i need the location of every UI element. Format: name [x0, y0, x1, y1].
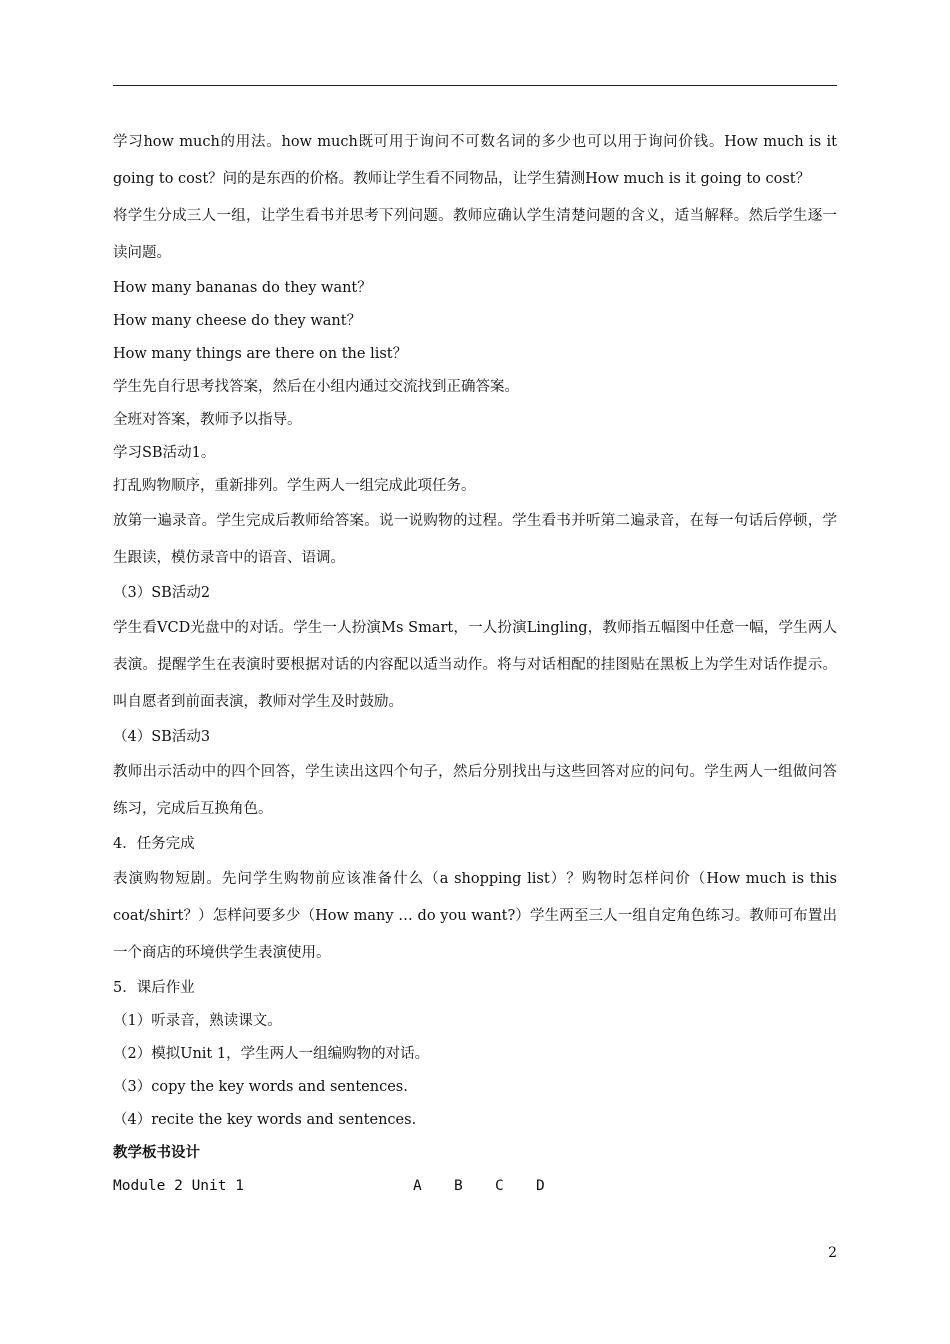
subheading-sb-activity-2: （3）SB活动2	[113, 585, 211, 601]
board-option-c: C	[495, 1178, 504, 1194]
paragraph-find-answers: 学生先自行思考找答案，然后在小组内通过交流找到正确答案。	[113, 379, 519, 395]
board-design-heading: 教学板书设计	[113, 1145, 200, 1161]
homework-item-4: （4）recite the key words and sentences.	[113, 1112, 417, 1128]
paragraph-group-questions: 将学生分成三人一组，让学生看书并思考下列问题。教师应确认学生清楚问题的含义，适当解释。然后学生逐一读问题。	[113, 208, 837, 261]
board-option-d: D	[536, 1178, 545, 1194]
paragraph-check-answers: 全班对答案，教师予以指导。	[113, 412, 302, 428]
paragraph-shopping-play: 表演购物短剧。先问学生购物前应该准备什么（a shopping list）？购物时怎样问价（How much is this coat/shirt？）怎样问要多少（How many … do you want?）学生两至三人一组自定角色练习。教师可布置出一个商店的环境供学生表演使用。	[113, 871, 837, 961]
question-bananas: How many bananas do they want？	[113, 280, 372, 296]
paragraph-reorder: 打乱购物顺序，重新排列。学生两人一组完成此项任务。	[113, 478, 476, 494]
paragraph-recording: 放第一遍录音。学生完成后教师给答案。说一说购物的过程。学生看书并听第二遍录音，在每一句话后停顿，学生跟读，模仿录音中的语音、语调。	[113, 513, 837, 566]
homework-item-1: （1）听录音，熟读课文。	[113, 1013, 282, 1029]
board-title: Module 2 Unit 1	[113, 1178, 244, 1194]
homework-item-2: （2）模拟Unit 1，学生两人一组编购物的对话。	[113, 1046, 430, 1062]
page-number: 2	[828, 1245, 837, 1261]
section-homework: 5．课后作业	[113, 980, 195, 996]
board-option-b: B	[454, 1178, 463, 1194]
question-things: How many things are there on the list？	[113, 346, 408, 362]
paragraph-vcd-dialogue: 学生看VCD光盘中的对话。学生一人扮演Ms Smart，一人扮演Lingling，教师指五幅图中任意一幅，学生两人表演。提醒学生在表演时要根据对话的内容配以适当动作。将与对话相配的挂图贴在黑板上为学生对话作提示。叫自愿者到前面表演，教师对学生及时鼓励。	[113, 620, 837, 710]
paragraph-how-much: 学习how much的用法。how much既可用于询问不可数名词的多少也可以用于询问价钱。How much is it going to cost？问的是东西的价格。教师让学生看不同物品，让学生猜测How much is it going to cost？	[113, 134, 837, 187]
question-cheese: How many cheese do they want？	[113, 313, 362, 329]
board-design-row	[113, 1170, 837, 1203]
paragraph-sb-activity-1: 学习SB活动1。	[113, 445, 216, 461]
subheading-sb-activity-3: （4）SB活动3	[113, 729, 211, 745]
paragraph-four-answers: 教师出示活动中的四个回答，学生读出这四个句子，然后分别找出与这些回答对应的问句。学生两人一组做问答练习，完成后互换角色。	[113, 764, 837, 817]
homework-item-3: （3）copy the key words and sentences.	[113, 1079, 408, 1095]
section-task-completion: 4．任务完成	[113, 836, 195, 852]
board-option-a: A	[413, 1178, 422, 1194]
document-body	[113, 124, 837, 1203]
header-rule	[113, 85, 837, 86]
